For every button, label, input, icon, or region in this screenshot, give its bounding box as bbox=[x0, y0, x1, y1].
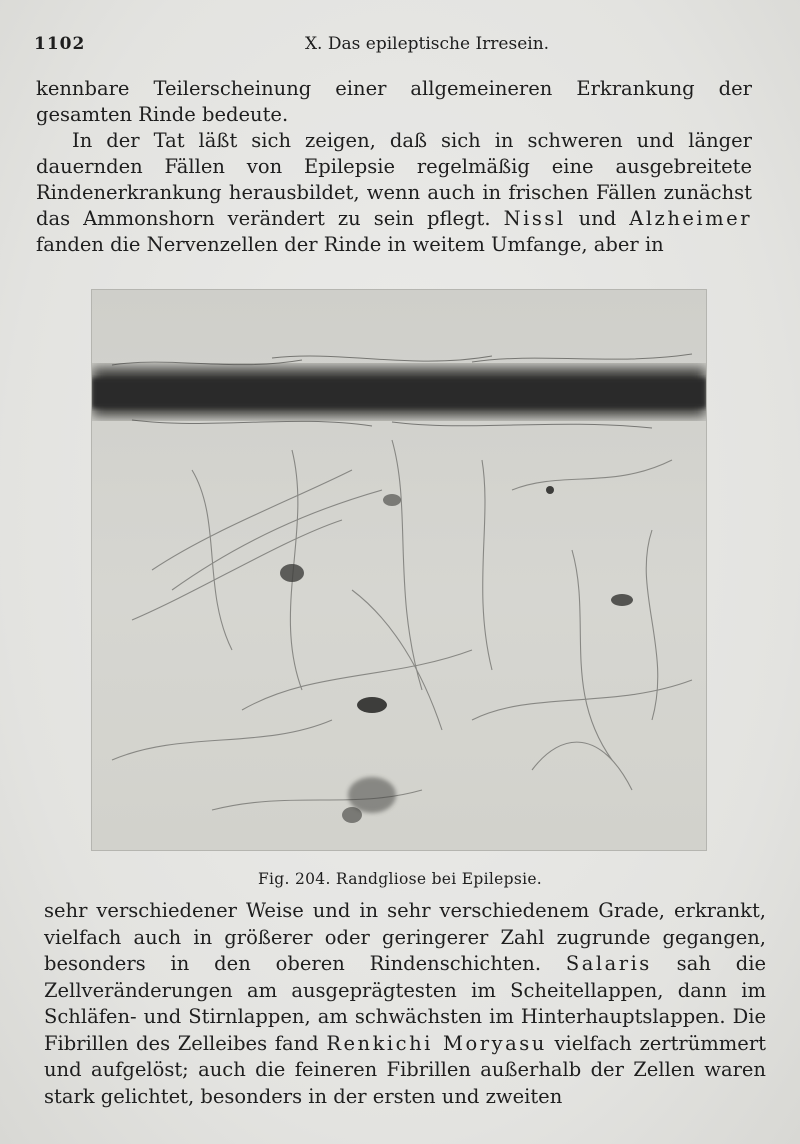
paragraph-continued-bottom bbox=[44, 898, 766, 1110]
name-alzheimer: Alzheimer bbox=[629, 207, 753, 230]
name-salaris: Salaris bbox=[565, 952, 652, 975]
paragraph-text: In der Tat läßt sich zeigen, daß sich in schweren und länger dauernden Fällen von Epilepsie regelmäßig eine ausgebreitete Rindenerkrankung herausbildet, wenn auch in frischen Fällen zunächst das Ammonshorn verändert zu sein pflegt. bbox=[36, 129, 752, 230]
paragraph-continued: kennbare Teilerscheinung einer allgemeineren Erkrankung der gesamten Rinde bedeute. bbox=[36, 77, 752, 126]
page-number: 1102 bbox=[34, 34, 86, 54]
name-nissl: Nissl bbox=[503, 207, 566, 230]
running-title: X. Das epileptische Irresein. bbox=[304, 34, 550, 54]
paragraph-text: fanden die Nervenzellen der Rinde in weitem Umfange, aber in bbox=[36, 233, 664, 256]
text-block-bottom bbox=[44, 898, 766, 1110]
paragraph-text: vielfach zertrümmert und aufgelöst; auch die feineren Fibrillen außerhalb der Zellen waren stark gelichtet, besonders in der ersten und zweiten bbox=[44, 1031, 766, 1108]
micrograph-image bbox=[92, 290, 706, 850]
paragraph-tat bbox=[36, 128, 752, 258]
figure-micrograph bbox=[92, 290, 706, 850]
figure-caption: Fig. 204. Randgliose bei Epilepsie. bbox=[257, 870, 543, 888]
paragraph-text: sah die Zellveränderungen am ausgeprägtesten im Scheitellappen, dann im Schläfen- und Stirnlappen, am schwächsten im Hinterhauptslappen. Die Fibrillen des Zelleibes fand bbox=[44, 952, 766, 1055]
paragraph-text: und bbox=[565, 207, 630, 230]
paragraph-text: sehr verschiedener Weise und in sehr verschiedenem Grade, erkrankt, vielfach auch in größerer oder geringerer Zahl zugrunde gegangen, besonders in den oberen Rindenschichten. bbox=[44, 899, 766, 975]
name-moryasu: Renkichi Moryasu bbox=[326, 1031, 547, 1055]
page-header bbox=[34, 34, 760, 58]
text-block-top bbox=[36, 76, 752, 258]
